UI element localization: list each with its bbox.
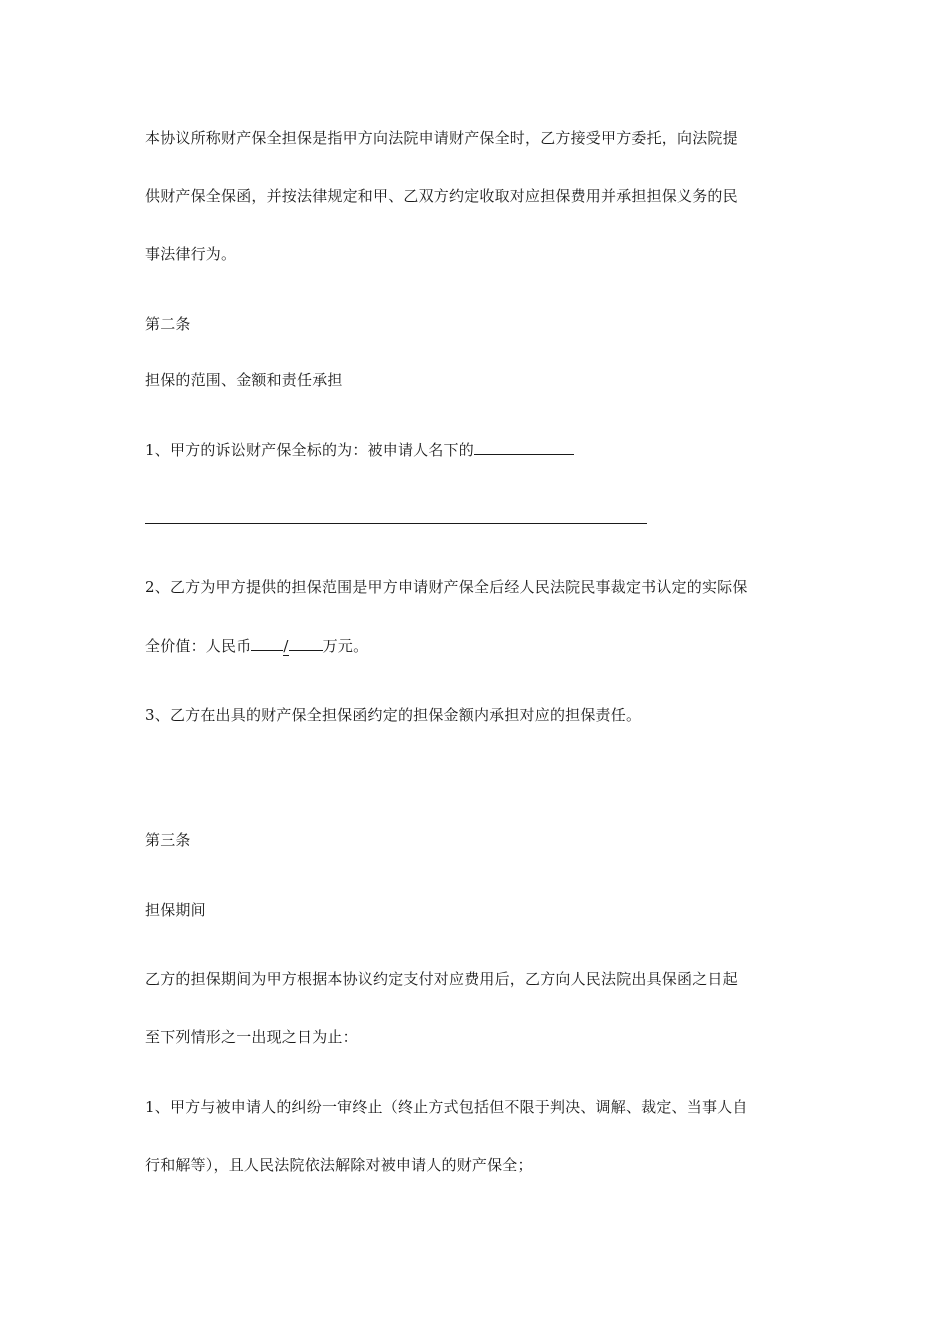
article2-item3: 3、乙方在出具的财产保全担保函约定的担保金额内承担对应的担保责任。 <box>145 706 642 724</box>
article3-heading: 第三条 <box>145 831 191 849</box>
amount-slash: / <box>283 637 289 655</box>
amount-blank-right[interactable] <box>289 635 323 651</box>
article3-item1-line2: 行和解等），且人民法院依法解除对被申请人的财产保全； <box>145 1156 533 1174</box>
article2-item1 <box>145 439 574 460</box>
clause1-line1: 本协议所称财产保全担保是指甲方向法院申请财产保全时，乙方接受甲方委托，向法院提 <box>145 129 738 147</box>
article3-item1-line1: 1、甲方与被申请人的纠纷一审终止（终止方式包括但不限于判决、调解、裁定、当事人自 <box>145 1098 748 1116</box>
fill-in-blank[interactable] <box>474 439 574 455</box>
article3-para-line1: 乙方的担保期间为甲方根据本协议约定支付对应费用后，乙方向人民法院出具保函之日起 <box>145 970 738 988</box>
article2-item2-line1: 2、乙方为甲方提供的担保范围是甲方申请财产保全后经人民法院民事裁定书认定的实际保 <box>145 578 748 596</box>
clause1-line3: 事法律行为。 <box>145 245 237 263</box>
article2-item2-line2 <box>145 635 368 656</box>
article3-title: 担保期间 <box>145 901 206 919</box>
amount-prefix: 全价值：人民币 <box>145 637 252 655</box>
article2-item1-text: 1、甲方的诉讼财产保全标的为：被申请人名下的 <box>145 441 474 459</box>
article2-title: 担保的范围、金额和责任承担 <box>145 371 343 389</box>
fill-in-line[interactable] <box>145 523 647 524</box>
clause1-line2: 供财产保全保函，并按法律规定和甲、乙双方约定收取对应担保费用并承担担保义务的民 <box>145 187 738 205</box>
amount-suffix: 万元。 <box>322 637 369 655</box>
article3-para-line2: 至下列情形之一出现之日为止： <box>145 1028 358 1046</box>
article2-heading: 第二条 <box>145 315 191 333</box>
amount-blank-left[interactable] <box>251 635 283 651</box>
